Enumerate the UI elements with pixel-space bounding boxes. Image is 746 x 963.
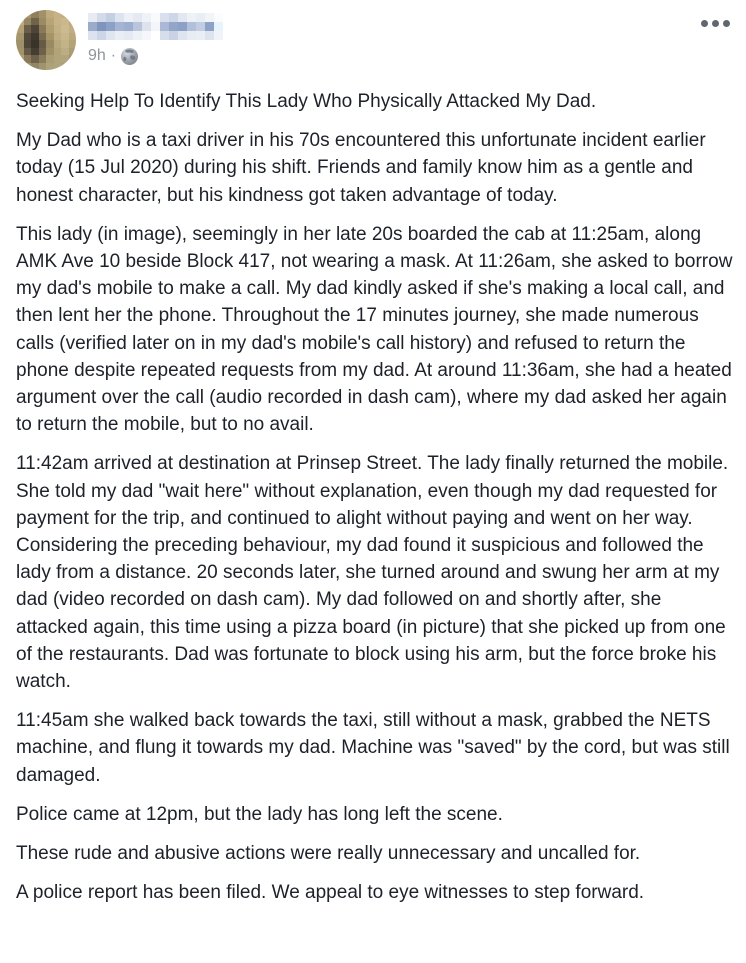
timestamp[interactable]: 9h xyxy=(88,47,106,64)
author-name-redacted[interactable] xyxy=(88,13,223,40)
meta-separator: · xyxy=(110,47,117,64)
post-paragraph: These rude and abusive actions were really unnecessary and uncalled for. xyxy=(16,843,641,865)
post-paragraph: 11:45am she walked back towards the taxi, still without a mask, grabbed the NETS machine, and flung it towards my dad. Machine was "saved" by the cord, but was still damaged. xyxy=(16,710,730,786)
post-paragraph: My Dad who is a taxi driver in his 70s encountered this unfortunate incident earlier today (15 Jul 2020) during his shift. Friends and family know him as a gentle and honest character, but his kindness got taken advantage of today. xyxy=(16,130,706,206)
post-paragraph-title: Seeking Help To Identify This Lady Who Physically Attacked My Dad. xyxy=(16,91,597,112)
ellipsis-dot xyxy=(723,20,730,27)
post-paragraph: A police report has been filed. We appeal to eye witnesses to step forward. xyxy=(16,882,645,904)
post-paragraph: Police came at 12pm, but the lady has long left the scene. xyxy=(16,803,503,825)
avatar[interactable] xyxy=(16,10,76,70)
post-menu-button[interactable] xyxy=(697,16,734,31)
post-paragraph: This lady (in image), seemingly in her late 20s boarded the cab at 11:25am, along AMK Ave 10 beside Block 417, not wearing a mask. At 11:26am, she asked to borrow my dad's mobile to make a call. My dad kindly asked if she's making a local call, and then lent her the phone. Throughout the 17 minutes journey, she made numerous calls (verified later on in my dad's mobile's call history) and refused to return the phone despite repeated requests from my dad. At around 11:36am, she had a heated argument over the call (audio recorded in dash cam), where my dad asked her again to return the mobile, but to no avail. xyxy=(16,223,733,436)
ellipsis-dot xyxy=(701,20,708,27)
post-header-info xyxy=(88,10,223,65)
post-header xyxy=(0,0,746,70)
post-meta xyxy=(88,47,223,65)
globe-icon xyxy=(121,48,138,65)
post-body xyxy=(0,70,746,906)
post-paragraph: 11:42am arrived at destination at Prinsep Street. The lady finally returned the mobile. She told my dad "wait here" without explanation, even though my dad requested for payment for the trip, and continued to alight without paying and went on her way. Considering the preceding behaviour, my dad found it suspicious and followed the lady from a distance. 20 seconds later, she turned around and swung her arm at my dad (video recorded on dash cam). My dad followed on and shortly after, she attacked again, this time using a pizza board (in picture) that she picked up from one of the restaurants. Dad was fortunate to block using his arm, but the force broke his watch. xyxy=(16,453,729,693)
ellipsis-dot xyxy=(712,20,719,27)
